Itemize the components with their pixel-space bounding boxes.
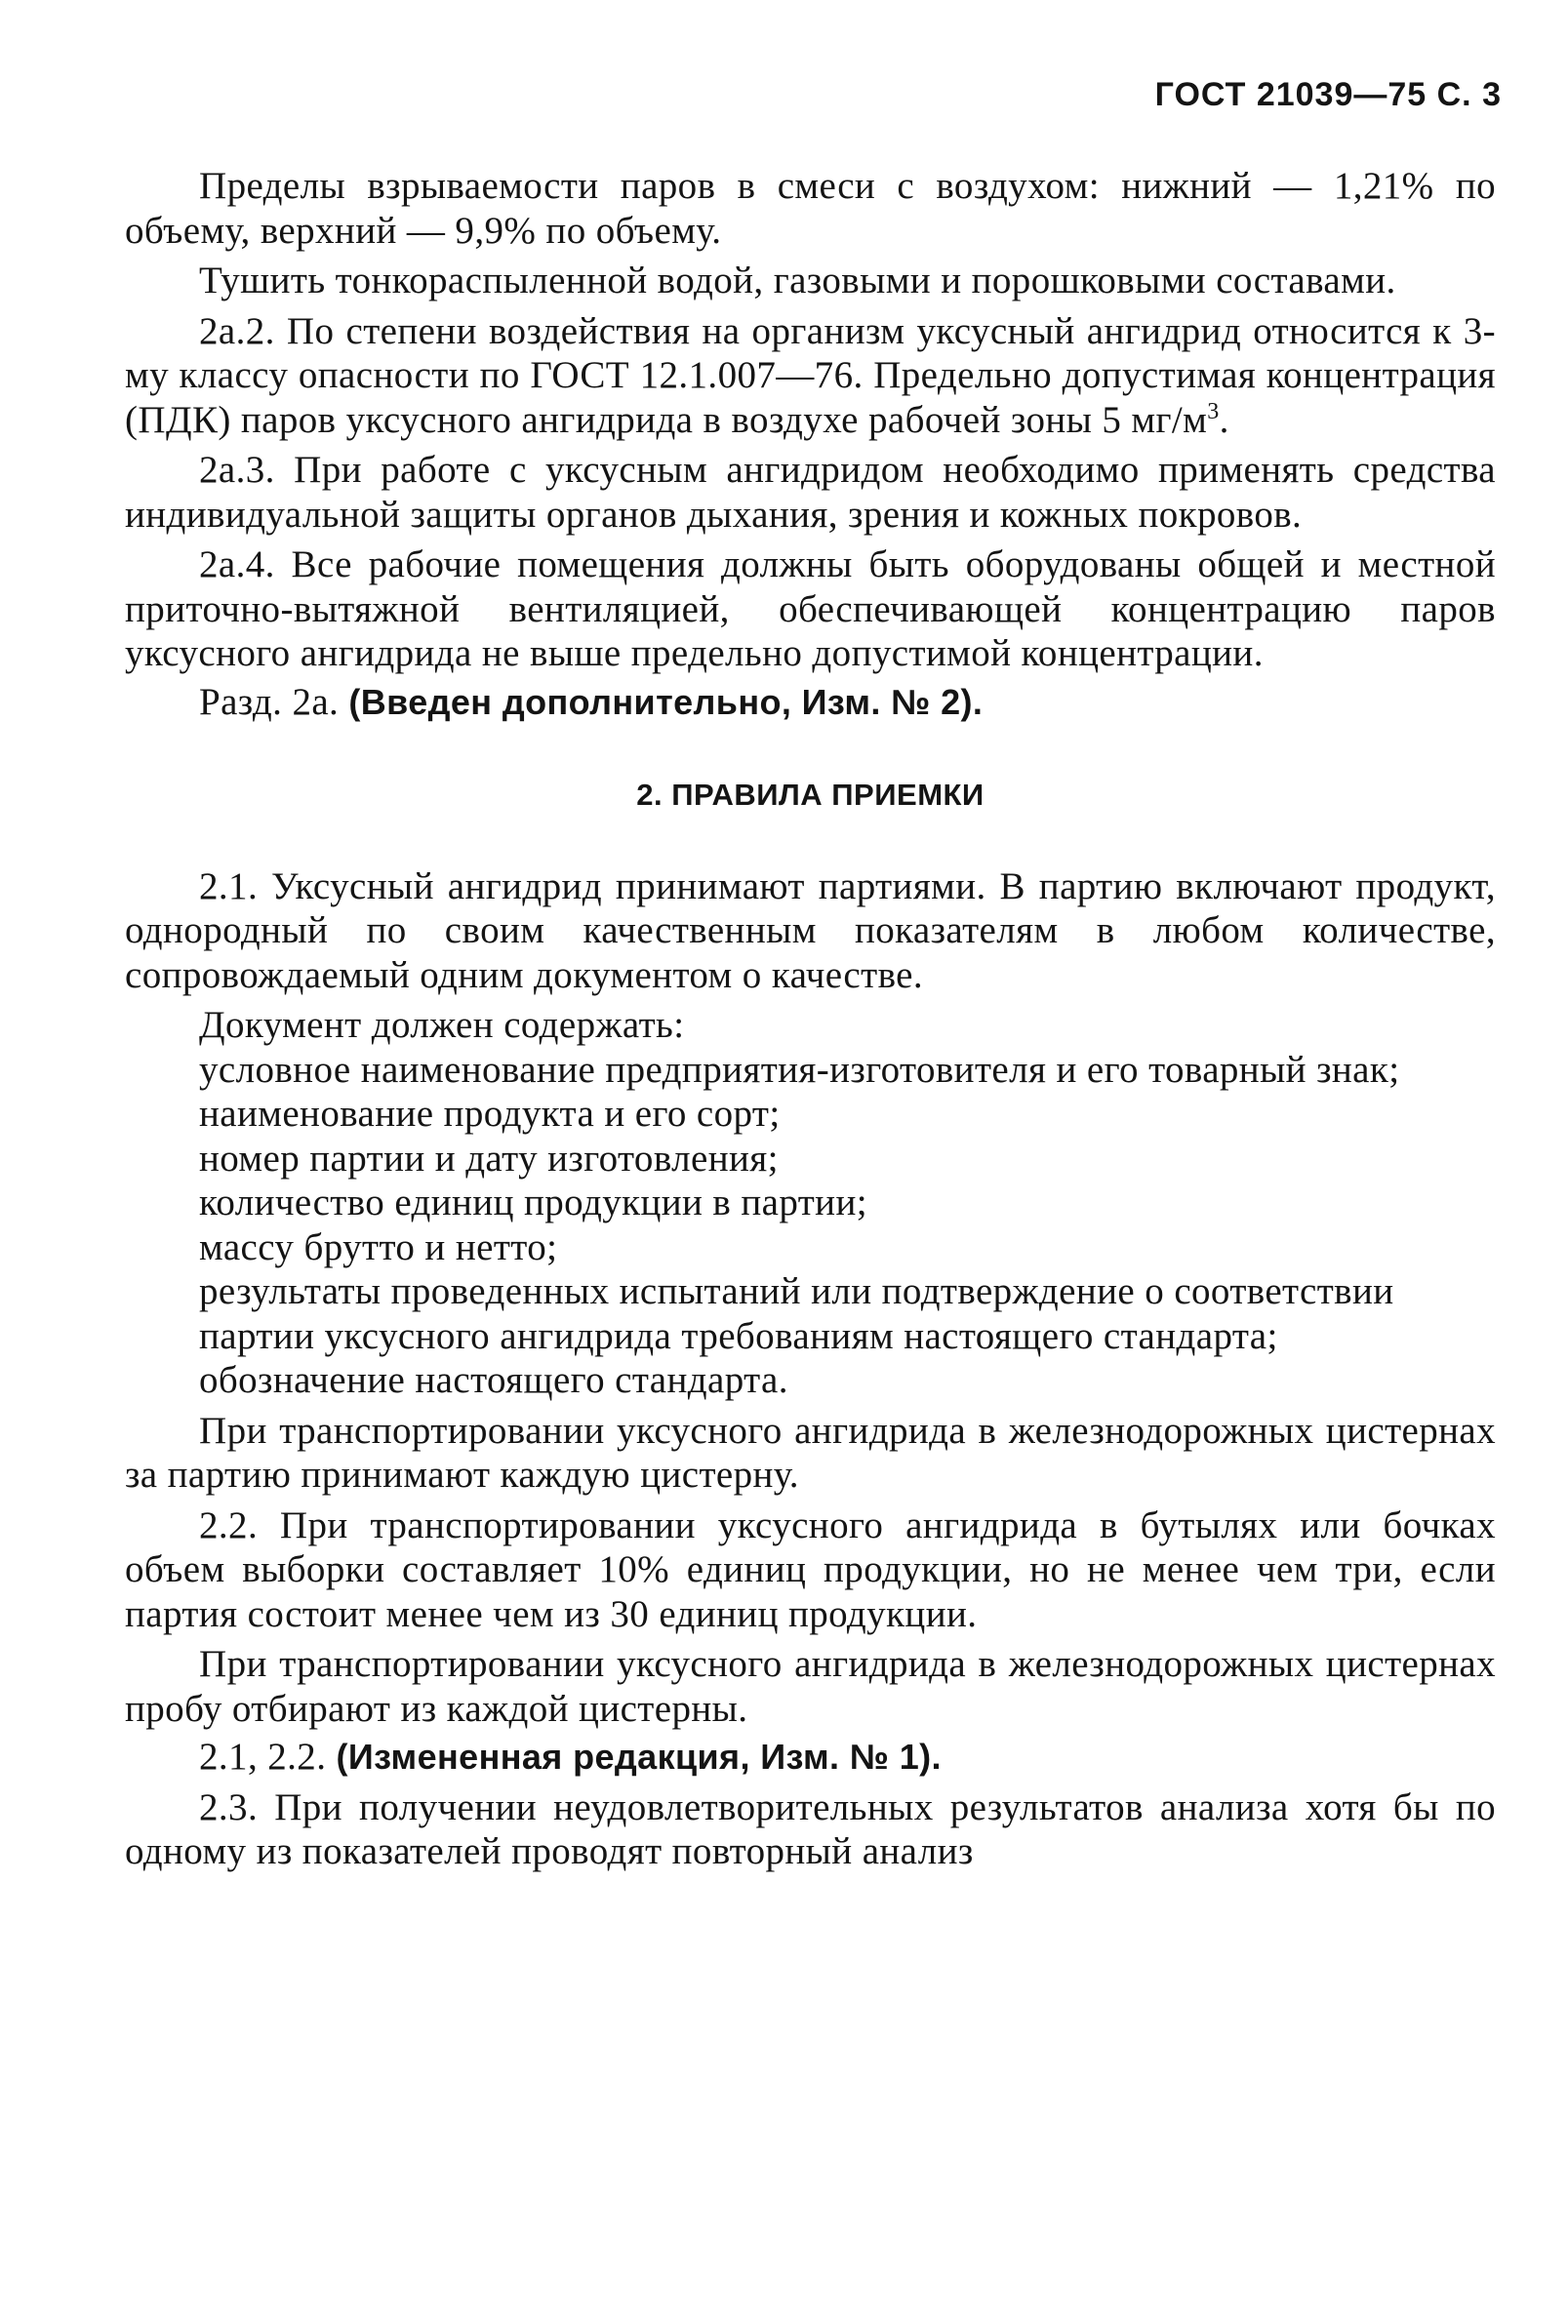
amendment-note-1-bold: (Измененная редакция, Изм. № 1). <box>336 1737 942 1777</box>
list-item: результаты проведенных испытаний или подтверждение о соответствии партии уксусного ангидрида требованиям настоящего стандарта; <box>199 1270 1394 1357</box>
paragraph-2-2: 2.2. При транспортировании уксусного ангидрида в бутылях или бочках объем выборки составляет 10% единиц продукции, но не менее чем три, если партия состоит менее чем из 30 единиц продукции. <box>125 1503 1496 1635</box>
paragraph-document-contents: Документ должен содержать: <box>199 1004 685 1046</box>
paragraph-extinguishing: Тушить тонкораспыленной водой, газовыми и порошковыми составами. <box>199 260 1396 301</box>
document-body <box>125 164 1496 1874</box>
amendment-note-1 <box>125 1735 1496 1780</box>
paragraph-2a2-end: . <box>1219 398 1229 441</box>
paragraph-rail-tanks-batch: При транспортировании уксусного ангидрида в железнодорожных цистернах за партию принимают каждую цистерну. <box>125 1409 1496 1496</box>
paragraph-2a4: 2а.4. Все рабочие помещения должны быть оборудованы общей и местной приточно-вытяжной вентиляцией, обеспечивающей концентрацию паров уксусного ангидрида не выше предельно допустимой концентрации. <box>125 543 1496 674</box>
amendment-note-1-prefix: 2.1, 2.2. <box>199 1736 337 1778</box>
amendment-note-2 <box>125 680 1496 725</box>
section-heading: 2. ПРАВИЛА ПРИЕМКИ <box>636 778 985 812</box>
list-item: условное наименование предприятия-изготовителя и его товарный знак; <box>199 1048 1400 1091</box>
list-item: номер партии и дату изготовления; <box>199 1137 779 1180</box>
amendment-note-2-bold: (Введен дополнительно, Изм. № 2). <box>348 681 984 722</box>
paragraph-2-3: 2.3. При получении неудовлетворительных результатов анализа хотя бы по одному из показателей проводят повторный анализ <box>125 1785 1496 1872</box>
paragraph-2a3: 2а.3. При работе с уксусным ангидридом необходимо применять средства индивидуальной защиты органов дыхания, зрения и кожных покровов. <box>125 449 1496 536</box>
running-head: ГОСТ 21039—75 С. 3 <box>1154 76 1502 113</box>
paragraph-2a2-text: 2а.2. По степени воздействия на организм уксусный ангидрид относится к 3-му классу опасности по ГОСТ 12.1.007—76. Предельно допустимая концентрация (ПДК) паров уксусного ангидрида в воздухе рабочей зоны 5 мг/м <box>125 309 1496 441</box>
paragraph-2a2 <box>125 309 1496 443</box>
list-item: наименование продукта и его сорт; <box>199 1093 781 1135</box>
paragraph-rail-tanks-sample: При транспортировании уксусного ангидрида в железнодорожных цистернах пробу отбирают из каждой цистерны. <box>125 1643 1496 1730</box>
superscript-cubic: 3 <box>1207 398 1220 424</box>
amendment-note-2-prefix: Разд. 2а. <box>199 680 349 723</box>
list-item: массу брутто и нетто; <box>199 1225 558 1268</box>
list-item: количество единиц продукции в партии; <box>199 1182 867 1223</box>
paragraph-explosion-limits: Пределы взрываемости паров в смеси с воздухом: нижний — 1,21% по объему, верхний — 9,9% по объему. <box>125 165 1496 252</box>
list-item: обозначение настоящего стандарта. <box>199 1359 788 1401</box>
paragraph-2-1: 2.1. Уксусный ангидрид принимают партиями. В партию включают продукт, однородный по своим качественным показателям в любом количестве, сопровождаемый одним документом о качестве. <box>125 864 1496 996</box>
